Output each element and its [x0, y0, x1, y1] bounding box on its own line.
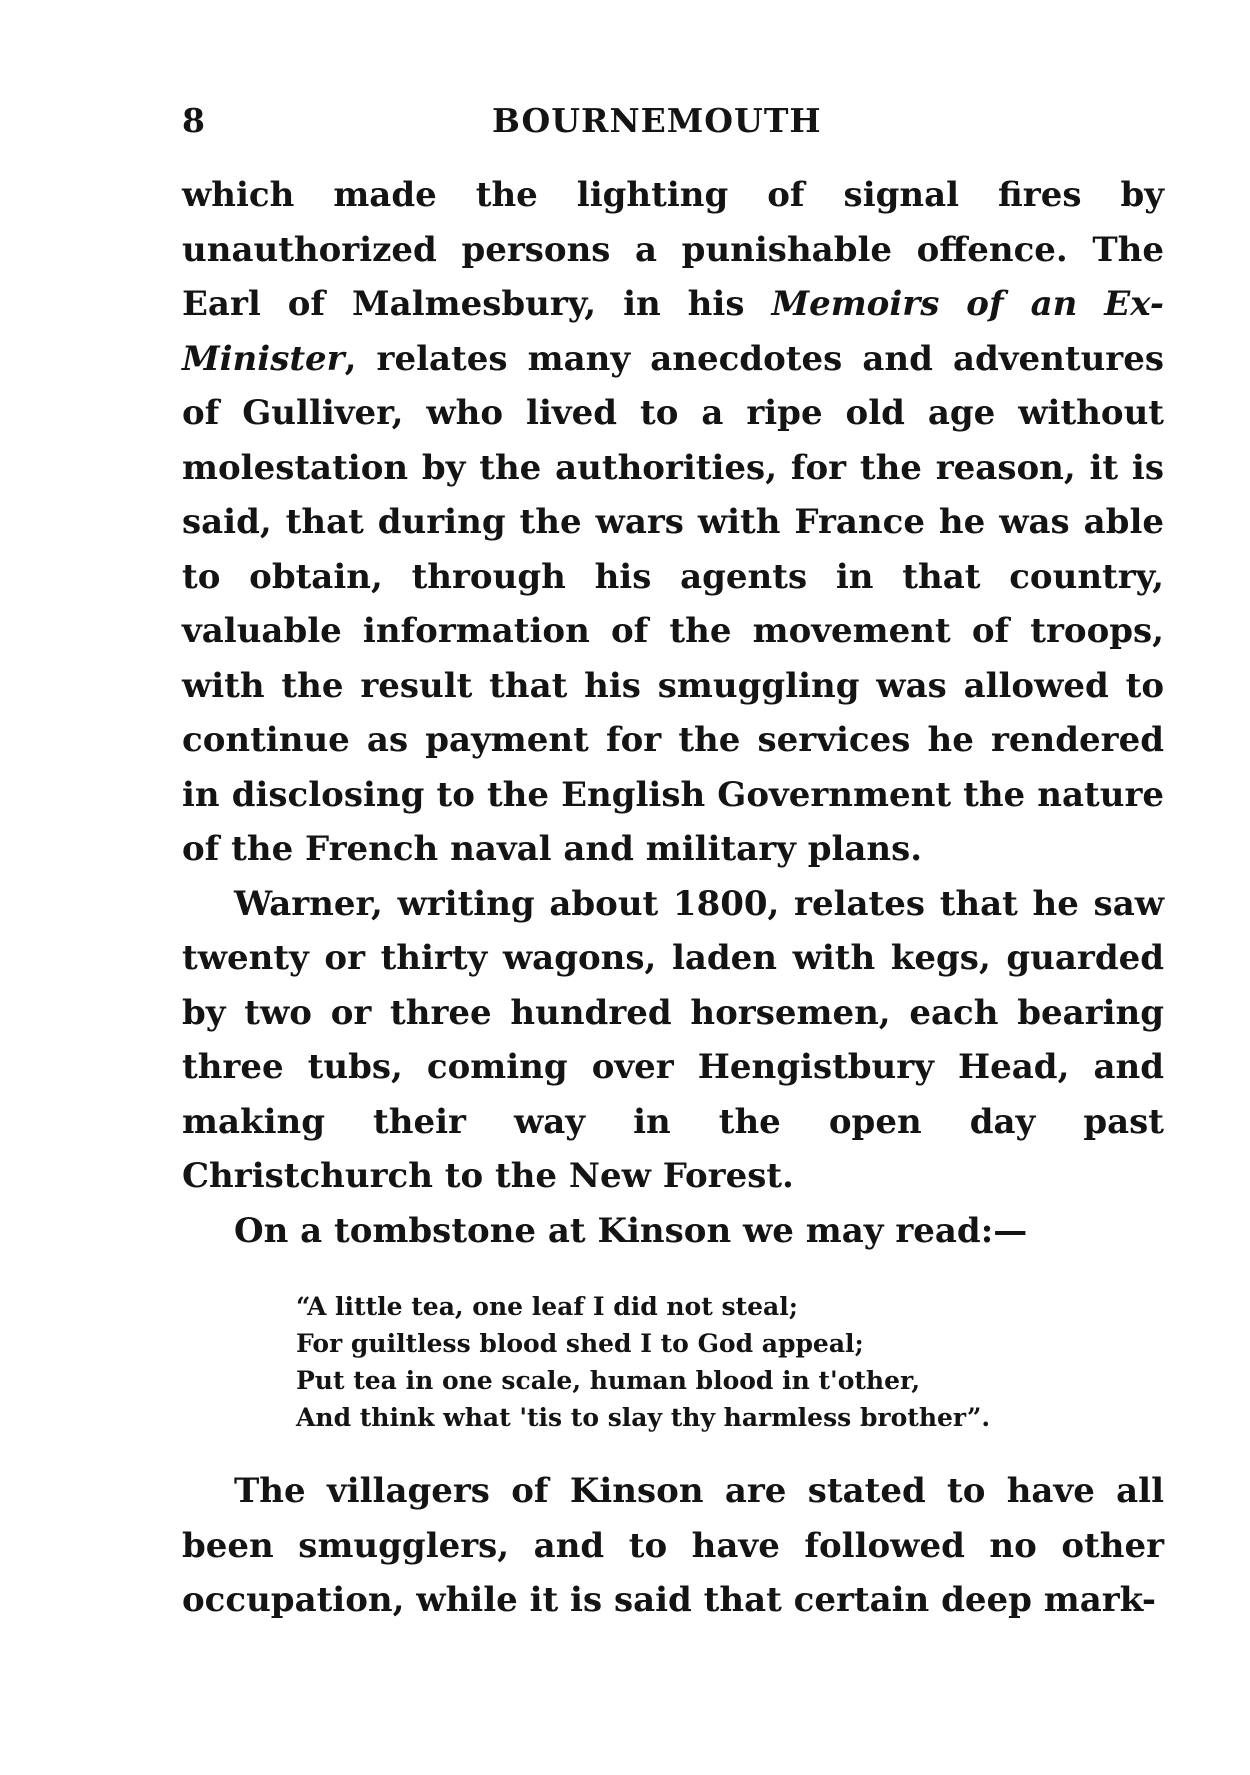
paragraph-malmesbury-start: which made the lighting of signal fires by unauthorized persons a punishable offence. The Earl of Malmesbury, in his: [182, 175, 1164, 324]
body-text: [182, 168, 1164, 1628]
running-head: BOURNEMOUTH: [492, 101, 822, 140]
epitaph-line: For guiltless blood shed I to God appeal;: [296, 1329, 864, 1358]
book-title-memoirs: Memoirs of an Ex-Minister: [182, 284, 1164, 379]
epitaph-line: Put tea in one scale, human blood in t'other,: [296, 1366, 921, 1395]
epitaph-verse: [296, 1288, 1164, 1436]
epitaph-line: “A little tea, one leaf I did not steal;: [296, 1292, 798, 1321]
epitaph-line: And think what 'tis to slay thy harmless brother”.: [296, 1403, 991, 1432]
paragraph-malmesbury: [182, 168, 1164, 877]
page-header: [182, 96, 1162, 146]
paragraph-tombstone: On a tombstone at Kinson we may read:—: [234, 1210, 1028, 1251]
paragraph-villagers: The villagers of Kinson are stated to have all been smugglers, and to have followed no other occupation, while it is said that certain deep mark-: [182, 1471, 1164, 1620]
paragraph-malmesbury-end: , relates many anecdotes and adventures of Gulliver, who lived to a ripe old age without molestation by the authorities, for the reason, it is said, that during the wars with France he was able to obtain, through his agents in that country, valuable information of the movement of troops, with the result that his smuggling was allowed to continue as payment for the services he rendered in disclosing to the English Government the nature of the French naval and military plans.: [182, 338, 1164, 869]
paragraph-warner: Warner, writing about 1800, relates that he saw twenty or thirty wagons, laden with kegs, guarded by two or three hundred horsemen, each bearing three tubs, coming over Hengistbury Head, and making their way in the open day past Christchurch to the New Forest.: [182, 883, 1164, 1196]
page-number: 8: [182, 101, 205, 140]
